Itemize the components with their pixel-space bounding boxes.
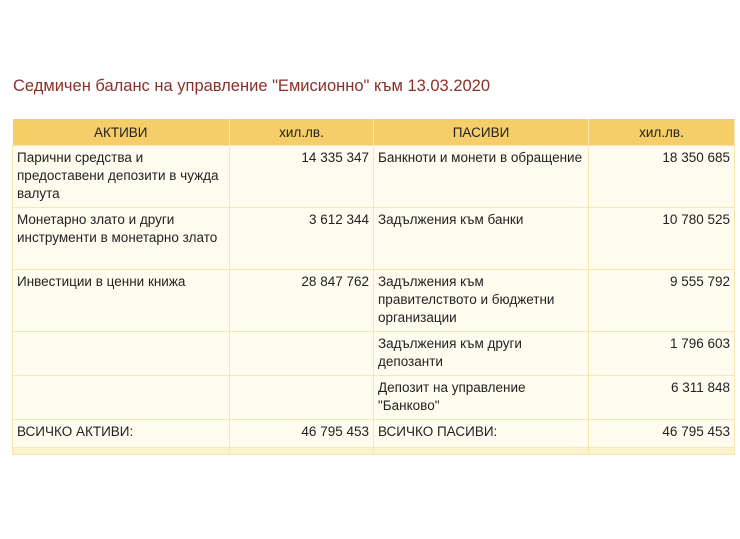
total-assets-value: 46 795 453 [230,420,374,448]
liability-label: Задължения към банки [374,208,589,270]
asset-label: Монетарно злато и други инструменти в монетарно злато [13,208,230,270]
total-assets-label: ВСИЧКО АКТИВИ: [13,420,230,448]
footer-cell [230,448,374,455]
table-row [13,332,735,376]
asset-value: 28 847 762 [230,270,374,332]
asset-label: Инвестиции в ценни книжа [13,270,230,332]
asset-label: Парични средства и предоставени депозити в чужда валута [13,146,230,208]
page-title: Седмичен баланс на управление "Емисионно" към 13.03.2020 [13,77,491,95]
asset-value [230,376,374,420]
asset-label [13,376,230,420]
liability-label: Задължения към други депозанти [374,332,589,376]
header-assets-unit: хил.лв. [230,119,374,146]
table-row [13,376,735,420]
header-liabilities: ПАСИВИ [374,119,589,146]
liability-value: 6 311 848 [589,376,735,420]
table-header-row [13,119,735,146]
asset-value [230,332,374,376]
balance-table [12,119,735,455]
asset-label [13,332,230,376]
header-liabilities-unit: хил.лв. [589,119,735,146]
footer-cell [13,448,230,455]
header-assets: АКТИВИ [13,119,230,146]
asset-value: 3 612 344 [230,208,374,270]
asset-value: 14 335 347 [230,146,374,208]
footer-cell [374,448,589,455]
liability-value: 1 796 603 [589,332,735,376]
liability-label: Задължения към правителството и бюджетни организации [374,270,589,332]
total-liabilities-value: 46 795 453 [589,420,735,448]
table-row [13,270,735,332]
liability-label: Депозит на управление "Банково" [374,376,589,420]
totals-row [13,420,735,448]
liability-value: 9 555 792 [589,270,735,332]
table-footer-band [13,448,735,455]
table-row [13,208,735,270]
table-row [13,146,735,208]
liability-label: Банкноти и монети в обращение [374,146,589,208]
footer-cell [589,448,735,455]
liability-value: 10 780 525 [589,208,735,270]
total-liabilities-label: ВСИЧКО ПАСИВИ: [374,420,589,448]
liability-value: 18 350 685 [589,146,735,208]
